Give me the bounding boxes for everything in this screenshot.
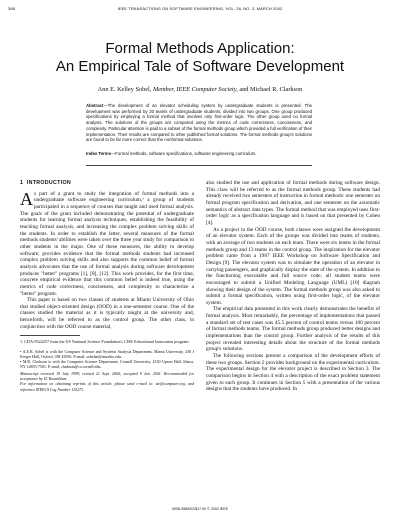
right-paragraph-1: also studied the use and application of formal methods during software design. This class will be referred to as the formal methods group. These students had already received two semesters of instruction in formal methods: one semester on formal program specification and derivation, and one semester on the axiomatic semantics of abstract data types. The formal method that was employed uses first-order logic as a specification language and is based on that presented by Cohen [4]. (206, 180, 380, 226)
left-paragraph-1 (20, 188, 194, 298)
paper-title (0, 40, 400, 76)
drop-cap: A (20, 188, 33, 209)
index-terms-label: Index Terms (86, 151, 111, 156)
running-header (8, 6, 392, 16)
abstract-text: —The development of an elevator scheduling system by undergraduate students is presented. The development was performed by 20 teams of undergraduate students, divided into two groups. One group produced specifications by employing a formal method that involves only first-order logic. The other group used no formal analysis. The solutions of the groups are compared using the metrics of code correctness, conciseness, and complexity. Particular attention is paid to a subset of the formal methods group which provided a full verification of their implementation. Their results are compared to other published formal solutions. The formal methods group's solutions are found to be far more correct than the nonformal solutions. (86, 103, 312, 143)
abstract-label: Abstract (86, 103, 104, 108)
manuscript-received: Manuscript received 19 July 1999; revised 21 Sept. 2000; accepted 9 Jan. 2001. Recommended for acceptance by D. Rosenblum. (20, 371, 194, 382)
left-paragraph-1-text: s part of a grant to study the integration of formal methods into a undergraduate software engineering curriculum,¹ a group of students participated in a sequence of courses that taught and used formal analysis. The goals of the grant included demonstrating the potential of undergraduate students for learning formal analysis techniques, establishing the feasibility of teaching formal analysis, and increasing the complex problem solving skills of the students. In order to establish the latter, several measures of the formal methods students' abilities were taken over the three year study for comparison to other students in the major. One of these measures, the ability to develop software, provides evidence that the formal methods students had increased complex problem solving skills and also supports the common belief of formal analysis advocates that the use of formal analysis during software development produces "better" programs [1], [8], [12]. This work provides, for the first time, concrete empirical evidence that this common belief is indeed true, using the metrics of code correctness, conciseness, and complexity to characterize a "better" program. (20, 190, 194, 297)
right-column (206, 180, 380, 393)
section-number: 1 (20, 180, 24, 186)
title-line-1: Formal Methods Application: (105, 40, 295, 57)
copyright-footer: 0098-5589/02/$17.00 © 2002 IEEE (172, 507, 228, 511)
author-line (0, 86, 400, 93)
left-column (20, 180, 194, 392)
author-1-role: Member, IEEE Computer Society, (152, 86, 238, 93)
journal-header (8, 6, 392, 11)
journal-name: IEEE TRANSACTIONS ON SOFTWARE ENGINEERING, (117, 6, 225, 11)
title-line-2: An Empirical Tale of Software Development (55, 58, 345, 75)
footnote-divider (20, 335, 80, 336)
right-paragraph-2: As a project in the OOD course, both classes were assigned the development of an elevator system. Each of the groups was divided into teams of students, with an average of two students on each team. There were six teams in the formal methods group and 13 teams in the control group. The inspiration for the elevator problem came from a 1987 IEEE Workshop on Software Specification and Design [9]. The elevator system was to simulate the operation of an elevator in carrying passengers, and graphically display the state of the system. In addition to the functioning executable and full source code, all student teams were encouraged to submit a Unified Modeling Language (UML) [10] diagram showing their design of the system. The formal methods group was also asked to submit a formal specification, written using first-order logic, of the elevator system. (206, 226, 380, 306)
affiliation-1: • A.E.K. Sobel is with the Computer Science and Systems Analysis Department, Miami University, 230 J Kreger Hall, Oxford, OH 45056. E-mail: sobelae@muohio.edu. (20, 348, 194, 359)
affiliation-2: • M.R. Clarkson is with the Computer Science Department, Cornell University, 4130 Upson Hall, Ithaca, NY 14853-7501. E-mail: clarkson@cs.cornell.edu. (20, 359, 194, 370)
author-2: Michael R. Clarkson (250, 86, 303, 93)
reprints-note: For information on obtaining reprints of this article, please send e-mail to: tse@computer.org, and reference IEEECS Log Number 110273. (20, 381, 194, 392)
author-conjunction: and (239, 86, 249, 93)
author-1: Ann E. Kelley Sobel, (97, 86, 152, 93)
section-heading (20, 180, 194, 187)
footnote-1: 1. CDA-9522257 from the US National Science Foundation's CISE Educational Innovation program. (20, 339, 190, 345)
right-paragraph-4: The following sections present a comparison of the development efforts of these two groups. Section 2 provides background on the experimental curriculum. The experimental design for the elevator project is described in Section 3. The comparison begins in Section 4 with a description of the exact problem statement given to each group. It continues in Section 5 with a presentation of the various designs that the students have produced. In (206, 353, 380, 393)
author-affiliations (20, 349, 194, 392)
page-number: 388 (8, 6, 15, 11)
index-terms-text: —Formal methods, software specifications, software engineering curriculum. (111, 151, 257, 156)
right-paragraph-3: The empirical data presented in this work clearly demonstrates the benefits of formal analysis. Most remarkably, the percentage of implementations that passed a standard set of test cases was 45.5 percent of control teams versus 100 percent of formal methods teams. The formal methods group produced better designs and implementations than the control group. Further analysis of the results of this project revealed interesting details about the structure of the formal methods group's solutions. (206, 306, 380, 353)
abstract (86, 103, 312, 143)
index-terms (86, 151, 312, 156)
journal-issue: VOL. 28, NO. 3, MARCH 2002 (225, 6, 283, 11)
abstract-divider (86, 165, 312, 166)
left-paragraph-2: This paper is based on two classes of students at Miami University of Ohio that studied object-oriented design (OOD) in a one-semester course. One of the classes studied the material as it is typically taught at the university and, henceforth, will be referred to as the control group. The other class, in conjunction with the OOD course material, (20, 297, 194, 330)
section-title: INTRODUCTION (26, 180, 72, 186)
